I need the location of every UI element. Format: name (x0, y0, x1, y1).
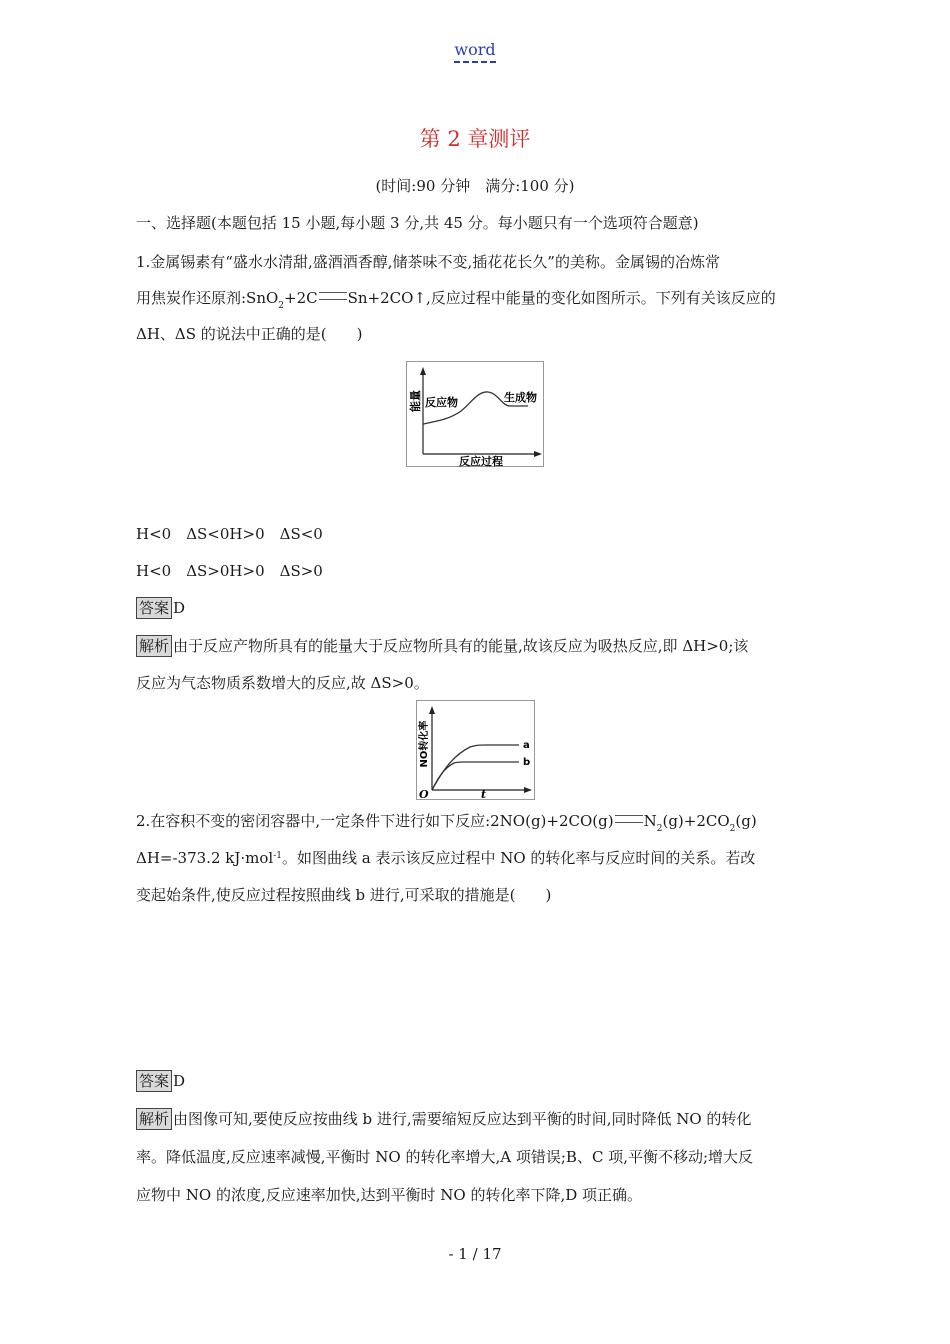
q1-text-line1: 1.金属锡素有“盛水水清甜,盛酒酒香醇,储茶味不变,插花花长久”的美称。金属锡的冶炼常 (136, 253, 720, 271)
q2-answer (136, 1070, 185, 1092)
q2-origin-label: O (419, 788, 429, 800)
equilibrium-sign-icon (615, 815, 643, 823)
q2-analysis-line1: 解析 由图像可知,要使反应按曲线 b 进行,需要缩短反应达到平衡的时间,同时降低 NO 的转化 (136, 1108, 751, 1130)
exam-meta: (时间:90 分钟 满分:100 分) (375, 177, 575, 195)
q1-energy-diagram (406, 361, 544, 467)
q2-conversion-diagram (416, 700, 535, 800)
q1-text-line2: 用焦炭作还原剂:SnO$_2$+2C Sn+2CO↑,反应过程中能量的变化如图所示。下列有关该反应的 (136, 289, 776, 311)
header-word-link[interactable] (0, 40, 950, 59)
q1-analysis-line1: 解析 由于反应产物所具有的能量大于反应物所具有的能量,故该反应为吸热反应,即 ΔH>0;该 (136, 635, 748, 657)
q1-options-line1: H<0 ΔS<0H>0 ΔS<0 (136, 525, 323, 543)
page-title: 第 2 章测评 (419, 127, 531, 151)
q1-answer (136, 597, 185, 619)
header-link-text[interactable]: word (454, 40, 495, 63)
answer-tag: 答案 (136, 597, 172, 619)
q2-text-line3: 变起始条件,使反应过程按照曲线 b 进行,可采取的措施是( ) (136, 886, 552, 904)
analysis-tag: 解析 (136, 1108, 172, 1130)
q2-y-label: NO转化率 (419, 720, 430, 768)
answer-tag: 答案 (136, 1070, 172, 1092)
q2-text-line2: ΔH=-373.2 kJ·mol$^{-1}$。如图曲线 a 表示该反应过程中 NO 的转化率与反应时间的关系。若改 (136, 849, 756, 867)
q2-text-line1: 2.在容积不变的密闭容器中,一定条件下进行如下反应:2NO(g)+2CO(g) $N_2(g)+2CO_2(g)$ (136, 812, 757, 834)
q2-analysis-line2: 率。降低温度,反应速率减慢,平衡时 NO 的转化率增大,A 项错误;B、C 项,平衡不移动;增大反 (136, 1148, 754, 1166)
q1-analysis-line2: 反应为气态物质系数增大的反应,故 ΔS>0。 (136, 674, 429, 692)
q2-x-label: t (481, 788, 487, 800)
q2-answer-value: D (173, 1072, 186, 1090)
q2-curve-b-label: b (523, 757, 531, 768)
q1-product-label: 生成物 (504, 391, 537, 404)
q1-y-label: 能量 (409, 390, 422, 412)
q1-options-line2: H<0 ΔS>0H>0 ΔS>0 (136, 562, 323, 580)
q1-reactant-label: 反应物 (425, 396, 458, 409)
q2-analysis-line3: 应物中 NO 的浓度,反应速率加快,达到平衡时 NO 的转化率下降,D 项正确。 (136, 1186, 643, 1204)
analysis-tag: 解析 (136, 635, 172, 657)
q1-text-line3: ΔH、ΔS 的说法中正确的是( ) (136, 325, 363, 343)
equilibrium-sign-icon (319, 292, 347, 300)
section-heading: 一、选择题(本题包括 15 小题,每小题 3 分,共 45 分。每小题只有一个选项符合题意) (136, 214, 699, 232)
q1-x-label: 反应过程 (459, 455, 503, 467)
q1-answer-value: D (173, 599, 186, 617)
q2-curve-a-label: a (523, 740, 530, 751)
page-number: - 1 / 17 (448, 1245, 502, 1263)
